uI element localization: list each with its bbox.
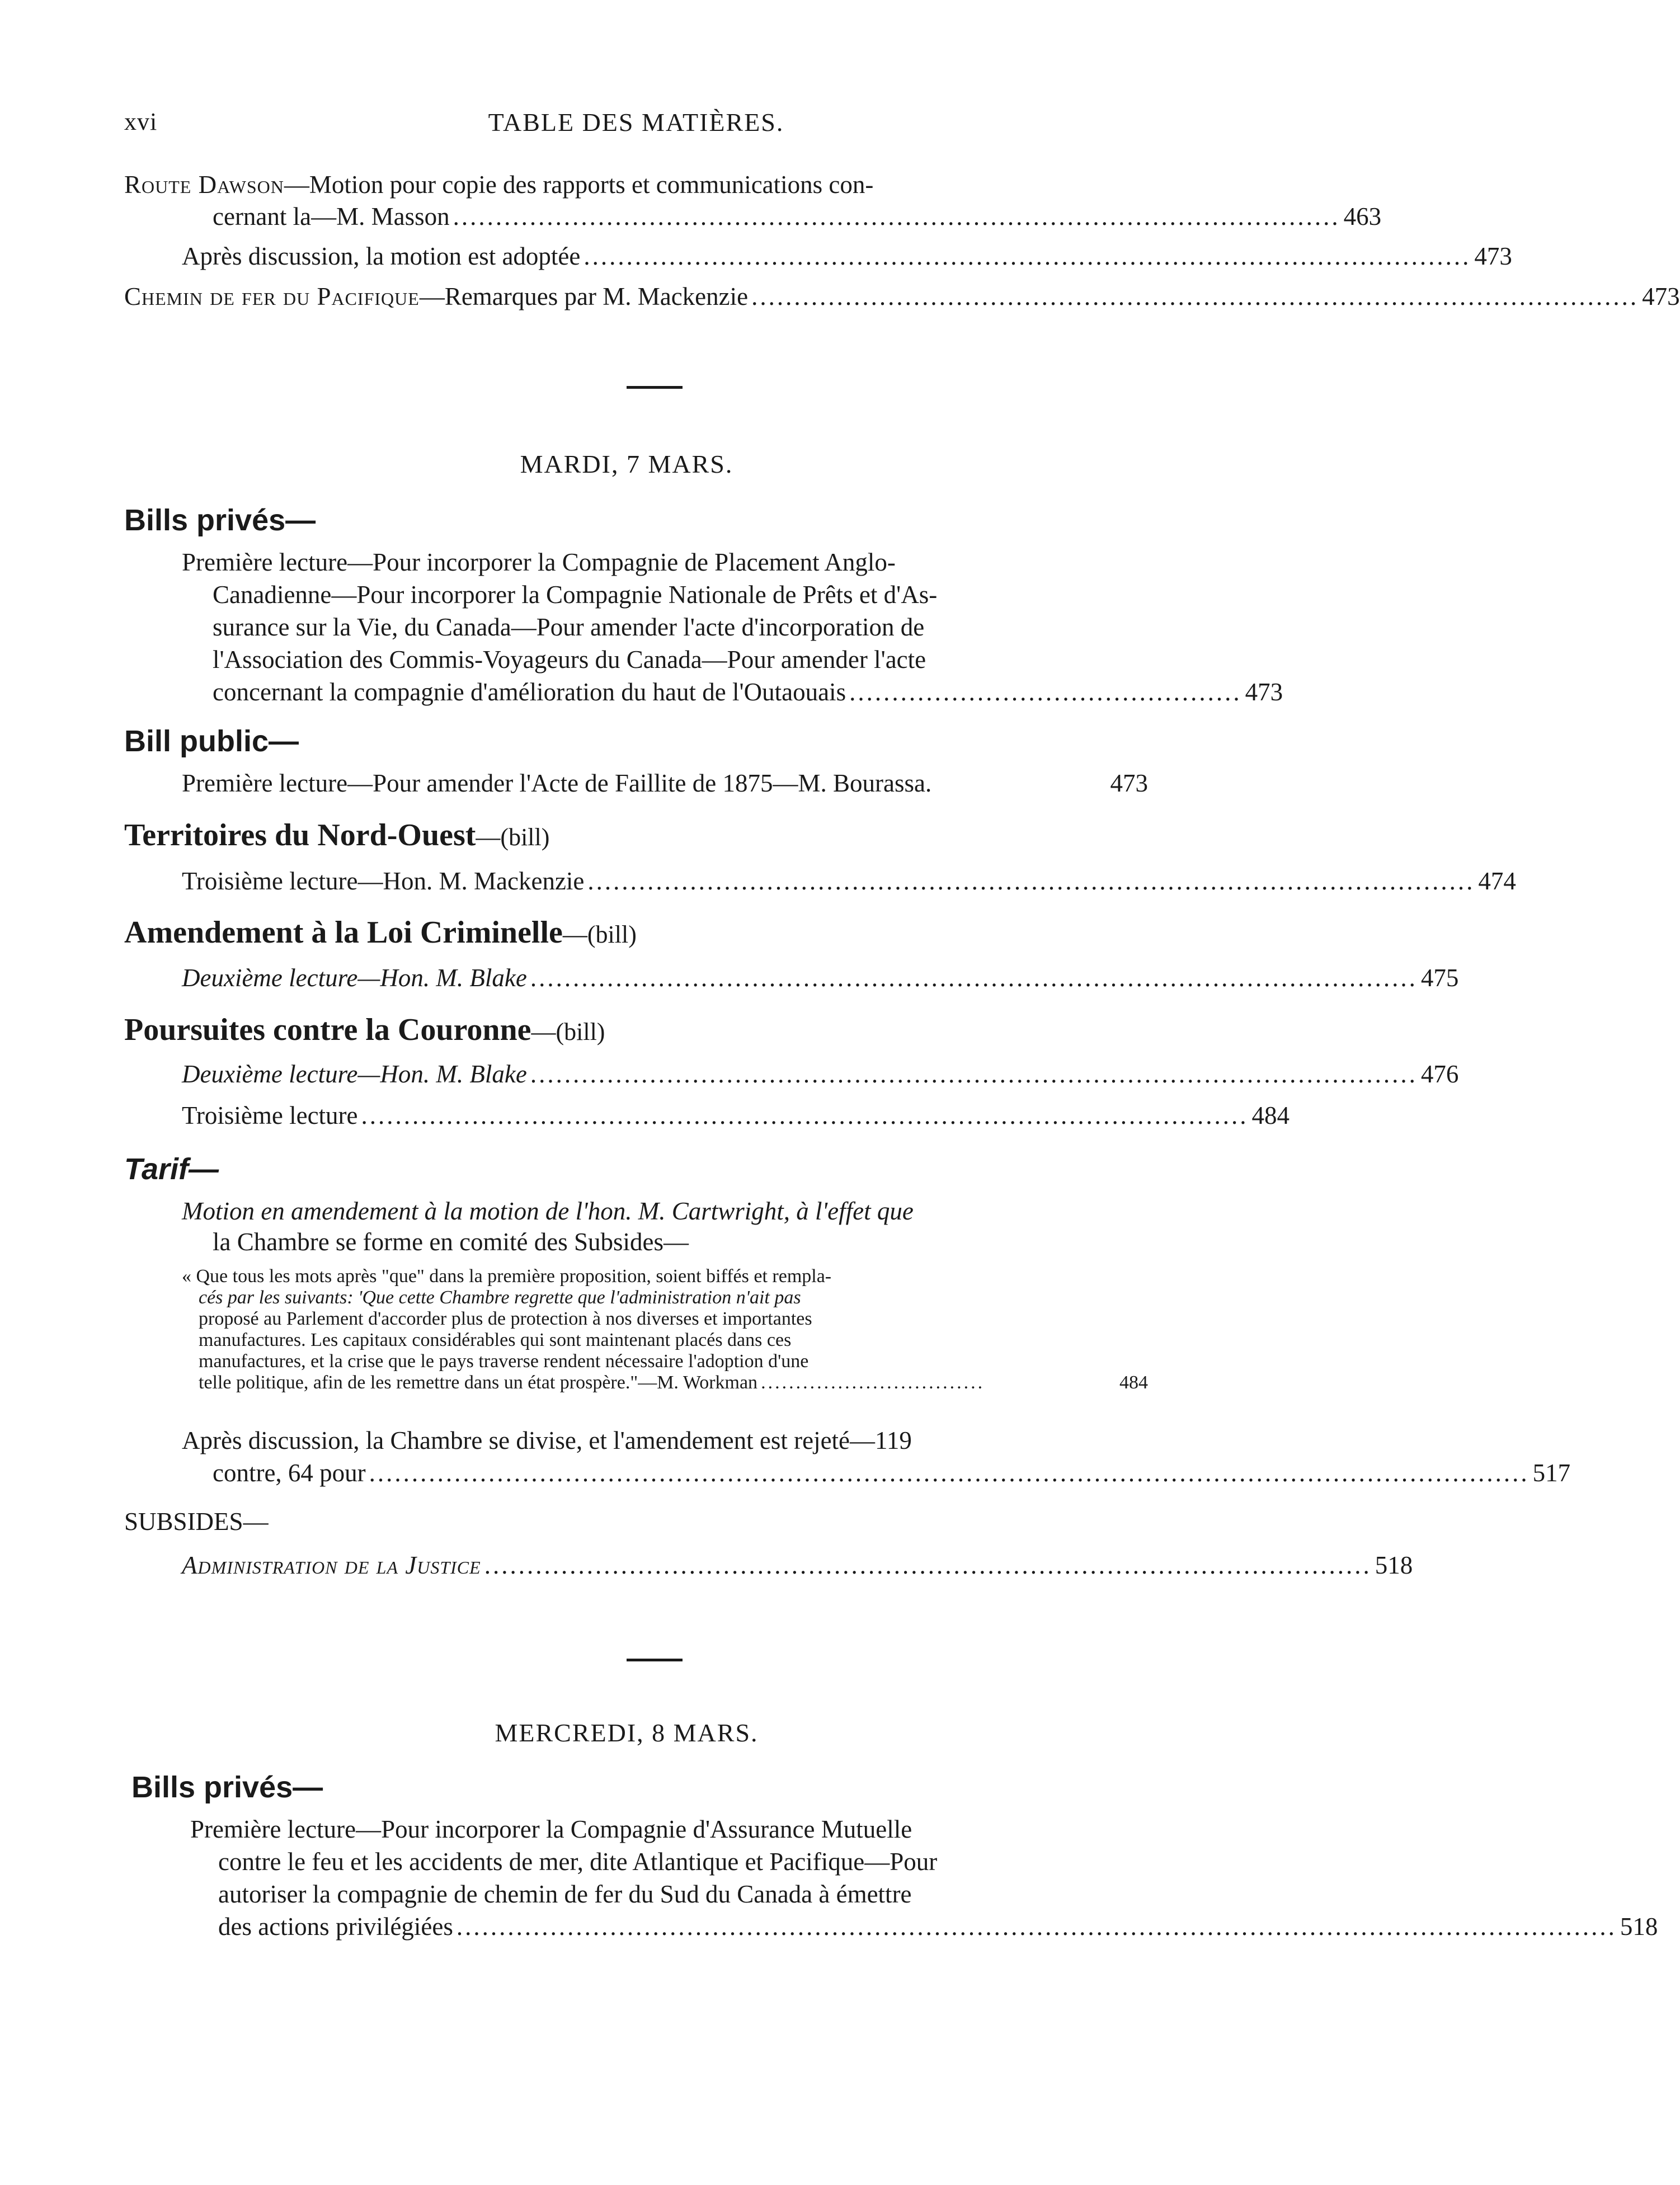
page-number: 473 (1245, 678, 1283, 706)
section-heading-bill-public: Bill public— (124, 724, 299, 758)
page-number: 473 (1110, 769, 1148, 797)
dot-leader: ................................ (761, 1372, 985, 1393)
toc-entry-territoires (182, 864, 1516, 898)
entry-text: telle politique, afin de les remettre dans un état prospère."—M. Workman (199, 1372, 758, 1393)
entry-text: Première lecture—Pour amender l'Acte de Faillite de 1875—M. Bourassa. (182, 769, 932, 797)
toc-entry-apres-discussion (182, 239, 1512, 273)
entry-label: Chemin de fer du Pacifique (124, 282, 420, 310)
toc-entry-amendement (182, 961, 1459, 995)
page-number: 473 (1474, 242, 1512, 270)
entry-text: Administration de la Justice (182, 1551, 481, 1579)
toc-entry-tarif-vote (213, 1456, 1571, 1490)
dot-leader: ........................................................................................................................................ (369, 1459, 1530, 1487)
dot-leader: ........................................................................................................ (751, 282, 1639, 310)
entry-text: concernant la compagnie d'amélioration du haut de l'Outaouais (213, 678, 846, 706)
section-heading-territoires (124, 816, 549, 857)
entry-text: contre, 64 pour (213, 1459, 366, 1487)
dot-leader: ........................................................................................................ (361, 1101, 1249, 1129)
entry-text: Troisième lecture (182, 1101, 358, 1129)
heading-text: Territoires du Nord-Ouest (124, 818, 476, 853)
toc-entry-bills-prives-mercredi (218, 1910, 1658, 1943)
entry-line: autoriser la compagnie de chemin de fer du Sud du Canada à émettre (218, 1880, 912, 1908)
dot-leader: ........................................................................................................ (587, 867, 1475, 895)
entry-line: l'Association des Commis-Voyageurs du Canada—Pour amender l'acte (213, 646, 926, 674)
heading-tail: —(bill) (476, 823, 550, 851)
dot-leader: ........................................................................................................ (530, 1060, 1418, 1088)
entry-text: —Motion pour copie des rapports et communications con- (284, 171, 874, 199)
entry-text: Deuxième lecture—Hon. M. Blake (182, 1060, 527, 1088)
section-heading-subsides: SUBSIDES— (124, 1508, 269, 1536)
quote-line-final (199, 1372, 1148, 1394)
section-heading-poursuites (124, 1010, 605, 1052)
toc-entry-route-dawson-cont (213, 200, 1382, 233)
page-number: 484 (1119, 1372, 1148, 1393)
page-folio: xvi (124, 108, 158, 135)
section-divider (627, 386, 683, 389)
entry-text: Troisième lecture—Hon. M. Mackenzie (182, 867, 585, 895)
heading-tail: —(bill) (531, 1018, 605, 1046)
section-heading-bills-prives: Bills privés— (124, 503, 316, 537)
quote-line: « Que tous les mots après "que" dans la première proposition, soient biffés et rempla- (182, 1266, 832, 1287)
page-title: TABLE DES MATIÈRES. (488, 108, 784, 136)
toc-entry-chemin-de-fer (124, 280, 1680, 313)
page-number: 473 (1642, 282, 1680, 310)
day-heading-mardi: MARDI, 7 MARS. (520, 450, 733, 478)
section-heading-tarif (124, 1150, 219, 1189)
page-number: 518 (1620, 1913, 1658, 1941)
dot-leader: ........................................................................................................ (530, 964, 1418, 992)
page-number: 475 (1420, 964, 1459, 992)
page-number: 517 (1532, 1459, 1571, 1487)
section-divider (627, 1659, 683, 1661)
toc-entry-subsides (182, 1548, 1413, 1582)
dot-leader: ........................................................................................................ (583, 242, 1471, 270)
quote-line: manufactures, et la crise que le pays traverse rendent nécessaire l'adoption d'une (199, 1351, 809, 1372)
page-number: 474 (1478, 867, 1516, 895)
page-number: 463 (1343, 203, 1382, 230)
section-heading-amendement (124, 913, 637, 954)
entry-line: contre le feu et les accidents de mer, dite Atlantique et Pacifique—Pour (218, 1848, 938, 1876)
heading-text: Amendement à la Loi Criminelle (124, 915, 563, 950)
page-number: 518 (1375, 1551, 1413, 1579)
entry-text: Après discussion, la motion est adoptée (182, 242, 581, 270)
entry-text: cernant la—M. Masson (213, 203, 450, 230)
heading-text: Poursuites contre la Couronne (124, 1013, 531, 1047)
entry-text: —Remarques par M. Mackenzie (419, 282, 749, 310)
entry-line: Première lecture—Pour incorporer la Compagnie d'Assurance Mutuelle (190, 1815, 912, 1843)
dot-leader: ........................................................................................................ (484, 1551, 1372, 1579)
entry-line: Après discussion, la Chambre se divise, et l'amendement est rejeté—119 (182, 1426, 912, 1454)
entry-line: surance sur la Vie, du Canada—Pour amender l'acte d'incorporation de (213, 613, 925, 641)
quote-line: cés par les suivants: 'Que cette Chambre regrette que l'administration n'ait pas (199, 1287, 801, 1308)
entry-line: Canadienne—Pour incorporer la Compagnie Nationale de Prêts et d'As- (213, 581, 938, 609)
day-heading-mercredi: MERCREDI, 8 MARS. (495, 1718, 759, 1747)
motion-line: la Chambre se forme en comité des Subsides— (213, 1228, 689, 1256)
page-number: 484 (1251, 1101, 1290, 1129)
section-heading-bills-prives-2: Bills privés— (131, 1770, 323, 1804)
motion-line: Motion en amendement à la motion de l'hon. M. Cartwright, à l'effet que (182, 1197, 914, 1225)
entry-text: Deuxième lecture—Hon. M. Blake (182, 964, 527, 992)
dot-leader: ........................................................................................................................................ (456, 1913, 1617, 1941)
toc-entry-poursuites-deuxieme (182, 1057, 1459, 1091)
entry-line: Première lecture—Pour incorporer la Compagnie de Placement Anglo- (182, 548, 896, 576)
quote-line: proposé au Parlement d'accorder plus de protection à nos diverses et importantes (199, 1308, 812, 1329)
heading-text: Tarif— (124, 1152, 219, 1186)
toc-entry-bills-prives-end (213, 675, 1283, 709)
toc-entry-bill-public (182, 766, 1148, 800)
toc-entry-route-dawson (124, 168, 1148, 201)
entry-text: des actions privilégiées (218, 1913, 453, 1941)
dot-leader: .............................................. (849, 678, 1242, 706)
entry-label: Route Dawson (124, 171, 284, 199)
dot-leader: ........................................................................................................ (453, 203, 1340, 230)
heading-tail: —(bill) (562, 921, 637, 948)
toc-entry-poursuites-troisieme (182, 1099, 1290, 1132)
running-head (124, 107, 1148, 141)
page-number: 476 (1420, 1060, 1459, 1088)
quote-line: manufactures. Les capitaux considérables qui sont maintenant placés dans ces (199, 1330, 792, 1350)
